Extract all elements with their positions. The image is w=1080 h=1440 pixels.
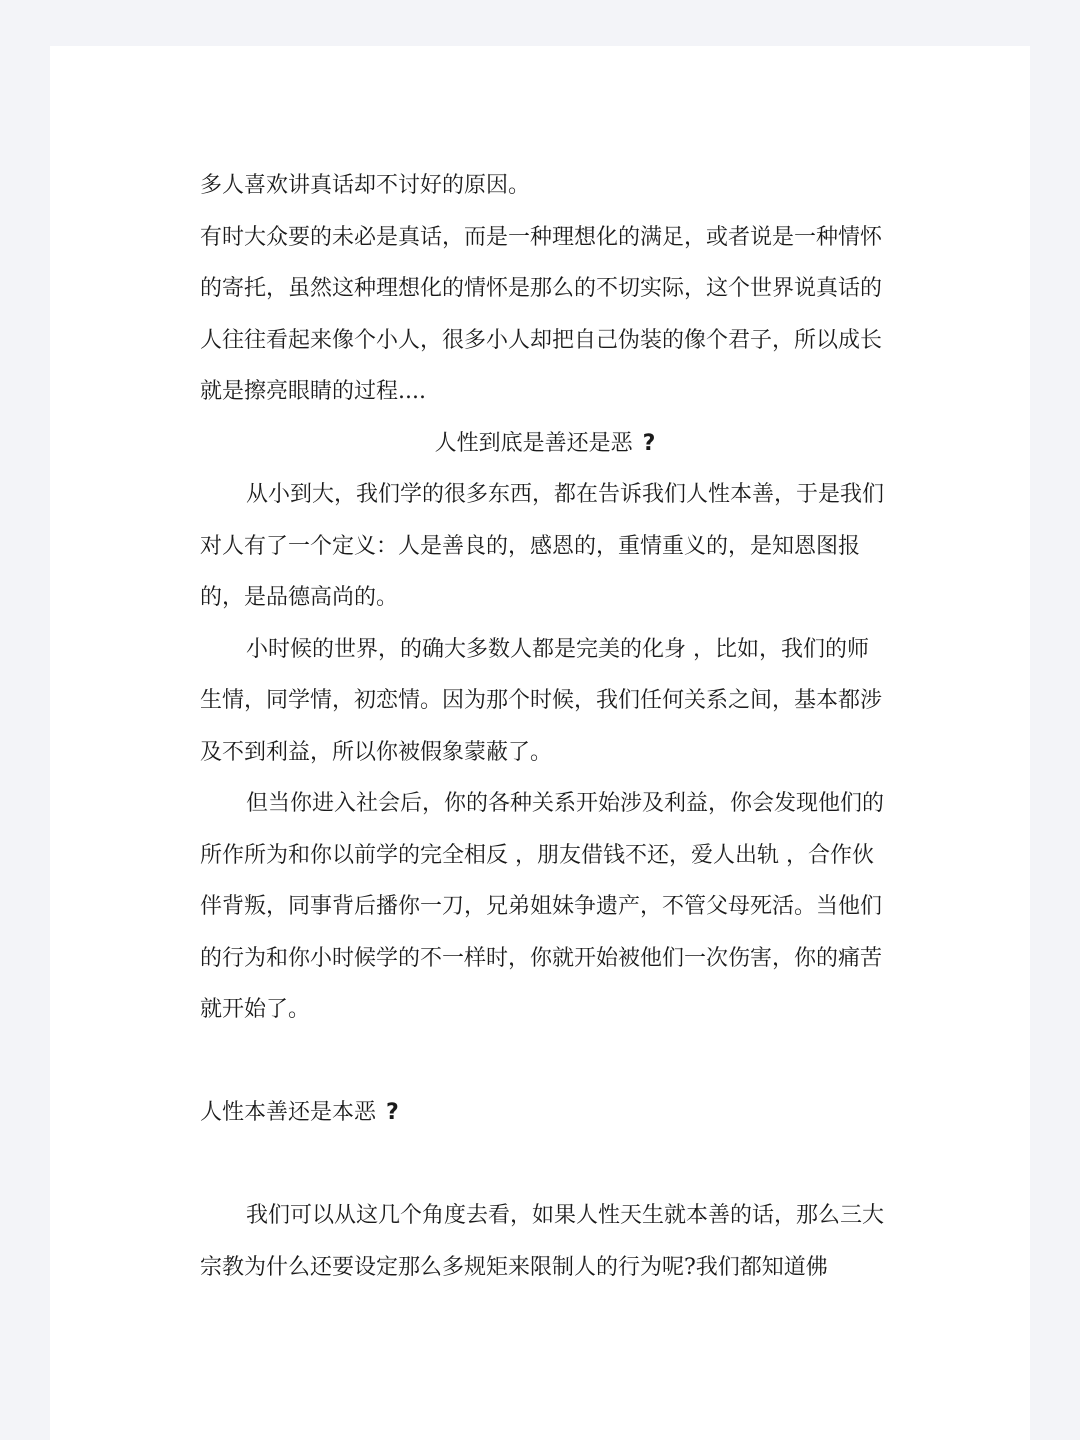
paragraph-1: 多人喜欢讲真话却不讨好的原因。 bbox=[200, 173, 531, 198]
document-body bbox=[200, 160, 890, 1293]
section-heading-1-mark: ? bbox=[642, 430, 656, 456]
section-heading-2-text: 人性本善还是本恶 bbox=[200, 1100, 377, 1125]
blank-line bbox=[200, 1036, 890, 1088]
section-heading-1-text: 人性到底是善还是恶 bbox=[434, 430, 633, 456]
section-heading-1 bbox=[200, 418, 890, 470]
paragraph-4: 小时候的世界，的确大多数人都是完美的化身 ，比如，我们的师生情，同学情，初恋情。因为那个时候，我们任何关系之间，基本都涉及不到利益，所以你被假象蒙蔽了。 bbox=[200, 636, 883, 765]
paragraph-2: 有时大众要的未必是真话，而是一种理想化的满足，或者说是一种情怀的寄托，虽然这种理想化的情怀是那么的不切实际，这个世界说真话的人往往看起来像个小人，很多小人却把自己伪装的像个君子，所以成长就是擦亮眼睛的过程.... bbox=[200, 224, 883, 404]
paragraph-3: 从小到大，我们学的很多东西，都在告诉我们人性本善，于是我们对人有了一个定义：人是善良的，感恩的，重情重义的，是知恩图报的，是品德高尚的。 bbox=[200, 482, 885, 610]
paragraph-5: 但当你进入社会后，你的各种关系开始涉及利益，你会发现他们的所作所为和你以前学的完全相反 ，朋友借钱不还，爱人出轨 ，合作伙伴背叛，同事背后播你一刀，兄弟姐妹争遗产，不管父母死活。当他们的行为和你小时候学的不一样时，你就开始被他们一次伤害，你的痛苦就开始了。 bbox=[200, 791, 885, 1022]
blank-line bbox=[200, 1139, 890, 1191]
document-page bbox=[50, 46, 1030, 1440]
section-heading-2 bbox=[200, 1087, 890, 1139]
section-heading-2-mark: ? bbox=[386, 1100, 399, 1125]
paragraph-6: 我们可以从这几个角度去看，如果人性天生就本善的话，那么三大宗教为什么还要设定那么多规矩来限制人的行为呢?我们都知道佛 bbox=[200, 1203, 885, 1280]
